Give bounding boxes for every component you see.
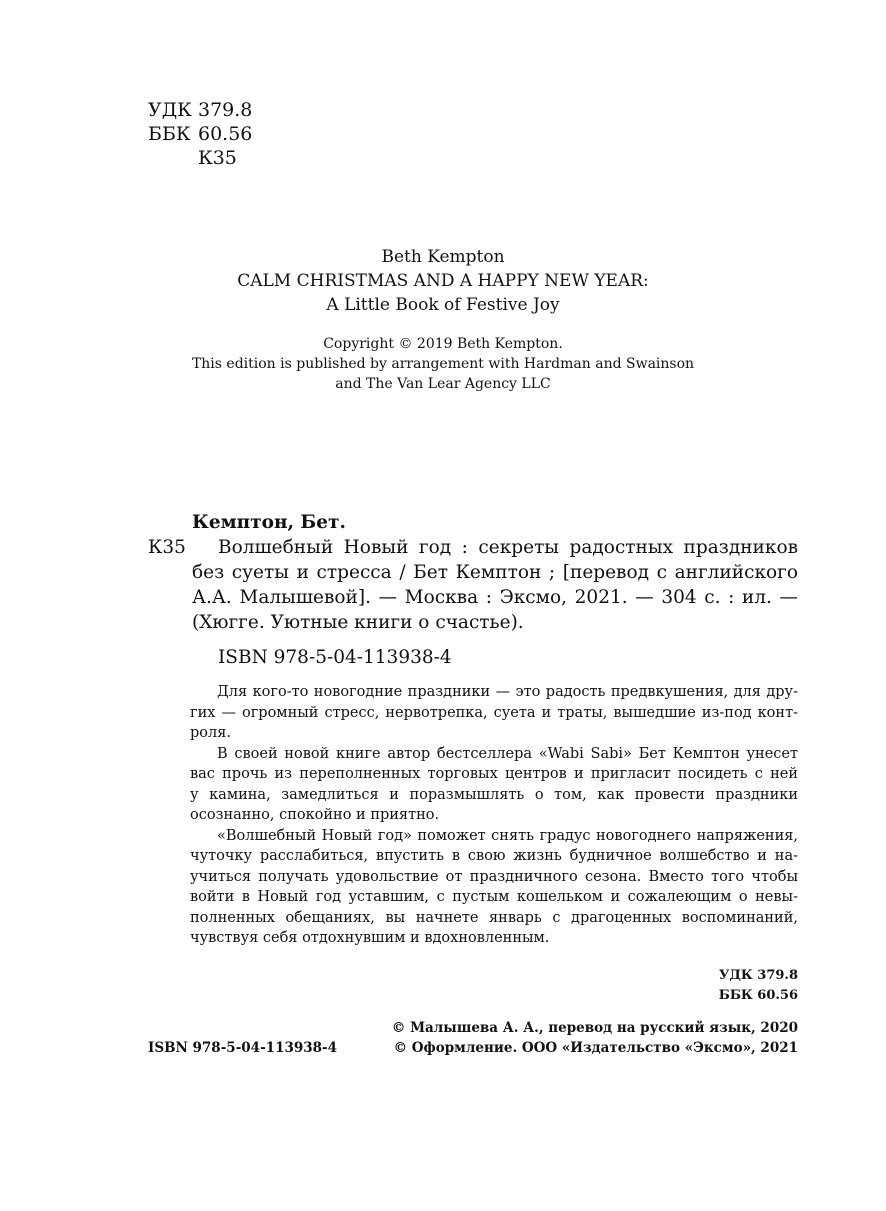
original-copyright-line2: This edition is published by arrangement with Hardman and Swainson <box>191 356 695 372</box>
biblio-line-1: Волшебный Новый год : секреты радостных праздников <box>218 537 798 558</box>
footer-isbn: ISBN 978-5-04-113938-4 <box>148 1040 338 1056</box>
annotation-p3-l1: «Волшебный Новый год» поможет снять градус новогоднего напряжения, <box>217 827 798 844</box>
footer-copyright-design: © Оформление. ООО «Издательство «Эксмо», 2021 <box>393 1040 798 1056</box>
annotation-p3-l6: чувствуя себя отдохнувшим и вдохновленным. <box>190 930 550 946</box>
annotation-p1-l2: гих — огромный стресс, нервотрепка, суета и траты, вышедшие из-под конт- <box>190 704 798 721</box>
author-mark: К35 <box>198 147 237 169</box>
annotation-p2-l2: вас прочь из переполненных торговых центров и пригласит посидеть с ней <box>190 766 798 782</box>
annotation-p3-l2: чуточку расслабиться, впустить в свою жизнь будничное волшебство и на- <box>190 848 798 864</box>
bbk-value: 60.56 <box>198 123 253 145</box>
original-copyright-line3: and The Van Lear Agency LLC <box>335 376 551 392</box>
biblio-mark: К35 <box>148 537 186 558</box>
original-title-line1: CALM CHRISTMAS AND A HAPPY NEW YEAR: <box>237 271 649 291</box>
original-author: Beth Kempton <box>381 247 505 267</box>
annotation-p3-l3: учиться получать удовольствие от праздничного сезона. Вместо того чтобы <box>190 868 798 885</box>
footer-copyright-translation: © Малышева А. А., перевод на русский язык, 2020 <box>391 1020 798 1036</box>
annotation-udk: УДК 379.8 <box>718 968 798 983</box>
udk-value: 379.8 <box>198 99 253 121</box>
annotation-bbk: ББК 60.56 <box>718 988 798 1003</box>
biblio-line-3: А.А. Малышевой]. — Москва : Эксмо, 2021. — 304 с. : ил. — <box>192 587 798 608</box>
classification-block <box>148 98 252 170</box>
annotation-p3-l4: войти в Новый год уставшим, с пустым кошельком и сожалеющим о невы- <box>190 889 798 905</box>
biblio-line-4: (Хюгге. Уютные книги о счастье). <box>192 612 524 633</box>
biblio-isbn: ISBN 978-5-04-113938-4 <box>218 647 452 668</box>
biblio-line-2: без суеты и стресса / Бет Кемптон ; [перевод с английского <box>192 562 798 583</box>
annotation-p3-l5: полненных обещаниях, вы начнете январь с драгоценных воспоминаний, <box>190 909 798 926</box>
annotation <box>190 682 798 949</box>
annotation-p2-l3: у камина, замедлиться и поразмышлять о том, как провести праздники <box>190 786 798 803</box>
biblio-heading: Кемптон, Бет. <box>192 512 346 533</box>
udk-label: УДК <box>148 99 192 121</box>
annotation-p2-l1: В своей новой книге автор бестселлера «Wabi Sabi» Бет Кемптон унесет <box>217 745 798 762</box>
annotation-p1-l3: роля. <box>190 725 231 741</box>
annotation-p2-l4: осознанно, спокойно и приятно. <box>190 807 440 823</box>
annotation-p1-l1: Для кого-то новогодние праздники — это радость предвкушения, для дру- <box>217 684 798 700</box>
original-copyright-line1: Copyright © 2019 Beth Kempton. <box>323 336 563 352</box>
original-title-line2: A Little Book of Festive Joy <box>326 295 560 315</box>
bbk-label: ББК <box>148 123 191 145</box>
